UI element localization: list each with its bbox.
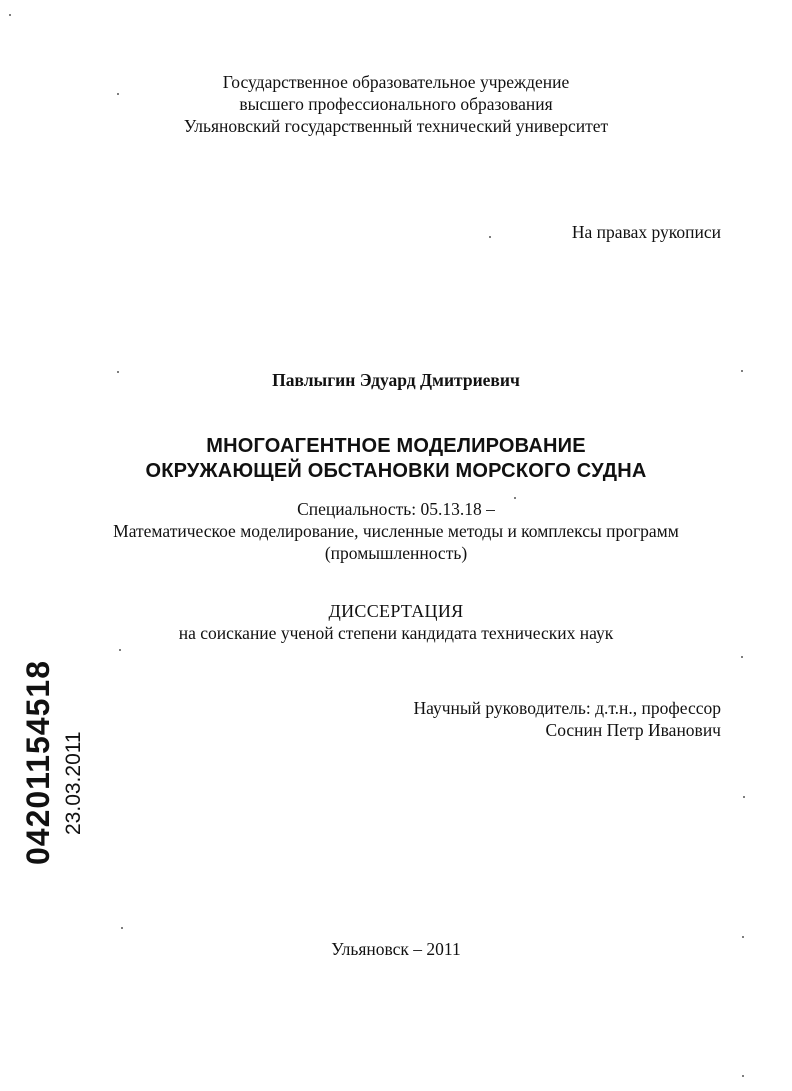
specialty-field: (промышленность) [324, 543, 468, 563]
title-line-2: ОКРУЖАЮЩЕЙ ОБСТАНОВКИ МОРСКОГО СУДНА [145, 460, 647, 482]
scan-speck [117, 93, 119, 95]
organization-line-3: Ульяновский государственный технический университет [183, 116, 609, 136]
scan-speck [489, 236, 491, 238]
manuscript-note: На правах рукописи [571, 222, 721, 242]
title-line-1: МНОГОАГЕНТНОЕ МОДЕЛИРОВАНИЕ [206, 435, 586, 457]
scan-speck [743, 796, 745, 798]
dissertation-description: на соискание ученой степени кандидата технических наук [178, 623, 614, 643]
organization-header [0, 71, 792, 137]
library-stamp [20, 660, 57, 865]
supervisor-role: Научный руководитель: д.т.н., профессор [413, 698, 721, 718]
organization-line-1: Государственное образовательное учреждение [222, 72, 570, 92]
specialty-block [0, 498, 792, 564]
scan-speck [741, 370, 743, 372]
city-year: Ульяновск – 2011 [331, 939, 461, 959]
scan-speck [741, 656, 743, 658]
scan-speck [117, 371, 119, 373]
author-name: Павлыгин Эдуард Дмитриевич [272, 370, 520, 390]
stamp-code: 04201154518 [20, 660, 56, 865]
scan-speck [9, 14, 11, 16]
supervisor-block [413, 697, 721, 741]
scan-speck [742, 1075, 744, 1077]
scan-speck [119, 649, 121, 651]
stamp-date: 23.03.2011 [62, 731, 85, 835]
supervisor-name: Соснин Петр Иванович [545, 720, 721, 740]
scan-speck [742, 936, 744, 938]
dissertation-label: ДИССЕРТАЦИЯ [328, 601, 464, 621]
organization-line-2: высшего профессионального образования [239, 94, 553, 114]
scan-speck [121, 927, 123, 929]
scan-speck [514, 497, 516, 499]
specialty-code: Специальность: 05.13.18 – [297, 499, 495, 519]
specialty-name: Математическое моделирование, численные методы и комплексы программ [113, 521, 679, 541]
dissertation-title [0, 434, 792, 484]
